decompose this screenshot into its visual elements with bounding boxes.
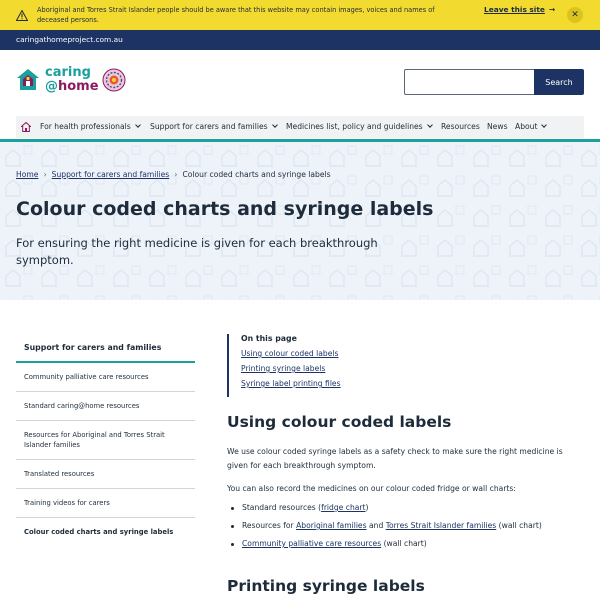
paragraph-charts: You can also record the medicines on our colour coded fridge or wall charts:	[227, 484, 516, 493]
logo-text-caring: caring	[45, 65, 91, 80]
section-heading-printing: Printing syringe labels	[227, 577, 425, 595]
hero-banner	[0, 142, 600, 300]
side-nav-item[interactable]: Training videos for carers	[16, 489, 195, 518]
hero-house-pattern	[0, 142, 600, 300]
nav-item-about[interactable]	[515, 122, 546, 131]
acknowledgement-alert	[0, 0, 600, 30]
logo-house-icon	[16, 68, 40, 92]
chart-list	[230, 503, 584, 557]
on-this-page	[227, 334, 341, 397]
on-this-page-title: On this page	[241, 334, 297, 343]
warning-icon	[16, 10, 28, 21]
list-item-text: (wall chart)	[496, 521, 542, 530]
breadcrumb-separator: ›	[174, 170, 178, 179]
arrow-right-icon: →	[548, 5, 556, 14]
domain-text: caringathomeproject.com.au	[16, 35, 123, 44]
list-item-text: Standard resources (	[242, 503, 322, 512]
nav-item-label: Medicines list, policy and guidelines	[286, 122, 423, 131]
list-item-text: )	[365, 503, 369, 512]
domain-bar	[0, 30, 600, 50]
side-nav-heading[interactable]: Support for carers and families	[16, 336, 195, 363]
page-lead: For ensuring the right medicine is given for each breakthrough symptom.	[16, 236, 378, 267]
breadcrumb-separator: ›	[43, 170, 47, 179]
site-logo[interactable]	[16, 66, 128, 96]
list-item-text: Resources for	[242, 521, 297, 530]
leave-site-label: Leave this site	[484, 5, 545, 14]
chevron-down-icon	[542, 122, 548, 128]
side-nav-item[interactable]: Community palliative care resources	[16, 363, 195, 392]
side-nav-item[interactable]: Standard caring@home resources	[16, 392, 195, 421]
nav-item-label: Resources	[441, 122, 480, 131]
fridge-chart-link[interactable]: fridge chart	[321, 503, 366, 512]
side-nav	[16, 336, 195, 546]
list-item-text: (wall chart)	[381, 539, 427, 548]
main-nav	[16, 116, 584, 138]
side-nav-item[interactable]: Resources for Aboriginal and Torres Strait Islander families	[16, 421, 195, 460]
alert-message: Aboriginal and Torres Strait Islander people should be aware that this website may contain images, voices and names of deceased persons.	[37, 6, 435, 24]
on-this-page-link[interactable]: Printing syringe labels	[241, 364, 326, 373]
chevron-down-icon	[135, 122, 141, 128]
list-item	[230, 539, 584, 549]
close-icon: ✕	[571, 10, 579, 20]
nav-item-carers-families[interactable]	[150, 122, 277, 131]
breadcrumb	[16, 170, 331, 179]
logo-at: @	[45, 79, 58, 94]
side-nav-item[interactable]: Translated resources	[16, 460, 195, 489]
nav-item-resources[interactable]	[441, 122, 480, 131]
breadcrumb-current: Colour coded charts and syringe labels	[182, 170, 331, 179]
nav-item-label: Support for carers and families	[150, 122, 268, 131]
logo-emblem-icon	[102, 68, 126, 92]
list-item-text: and	[366, 521, 386, 530]
on-this-page-link[interactable]: Using colour coded labels	[241, 349, 339, 358]
paragraph-safety-check: We use colour coded syringe labels as a safety check to make sure the right medicine is given for each breakthrough symptom.	[227, 447, 563, 470]
nav-item-label: News	[487, 122, 508, 131]
logo-home-word: home	[58, 79, 99, 94]
nav-item-label: About	[515, 122, 538, 131]
search-button[interactable]: Search	[534, 69, 584, 95]
home-icon[interactable]	[21, 122, 31, 132]
on-this-page-link[interactable]: Syringe label printing files	[241, 379, 341, 388]
page-title: Colour coded charts and syringe labels	[16, 198, 434, 220]
nav-item-label: For health professionals	[40, 122, 131, 131]
breadcrumb-section[interactable]: Support for carers and families	[51, 170, 170, 179]
nav-item-news[interactable]	[487, 122, 508, 131]
chevron-down-icon	[272, 122, 278, 128]
torres-strait-families-link[interactable]: Torres Strait Islander families	[385, 521, 497, 530]
close-alert-button[interactable]	[567, 7, 583, 23]
nav-item-medicines[interactable]	[286, 122, 432, 131]
side-nav-item-active[interactable]: Colour coded charts and syringe labels	[24, 528, 174, 536]
chevron-down-icon	[427, 122, 433, 128]
nav-item-health-professionals[interactable]	[40, 122, 140, 131]
logo-text-home	[45, 79, 99, 94]
section-heading-using: Using colour coded labels	[227, 413, 452, 431]
search-input[interactable]	[404, 69, 534, 95]
community-palliative-link[interactable]: Community palliative care resources	[242, 539, 382, 548]
aboriginal-families-link[interactable]: Aboriginal families	[296, 521, 367, 530]
leave-site-link[interactable]	[484, 5, 555, 14]
list-item	[230, 503, 584, 513]
breadcrumb-home[interactable]: Home	[16, 170, 39, 179]
list-item	[230, 521, 584, 531]
